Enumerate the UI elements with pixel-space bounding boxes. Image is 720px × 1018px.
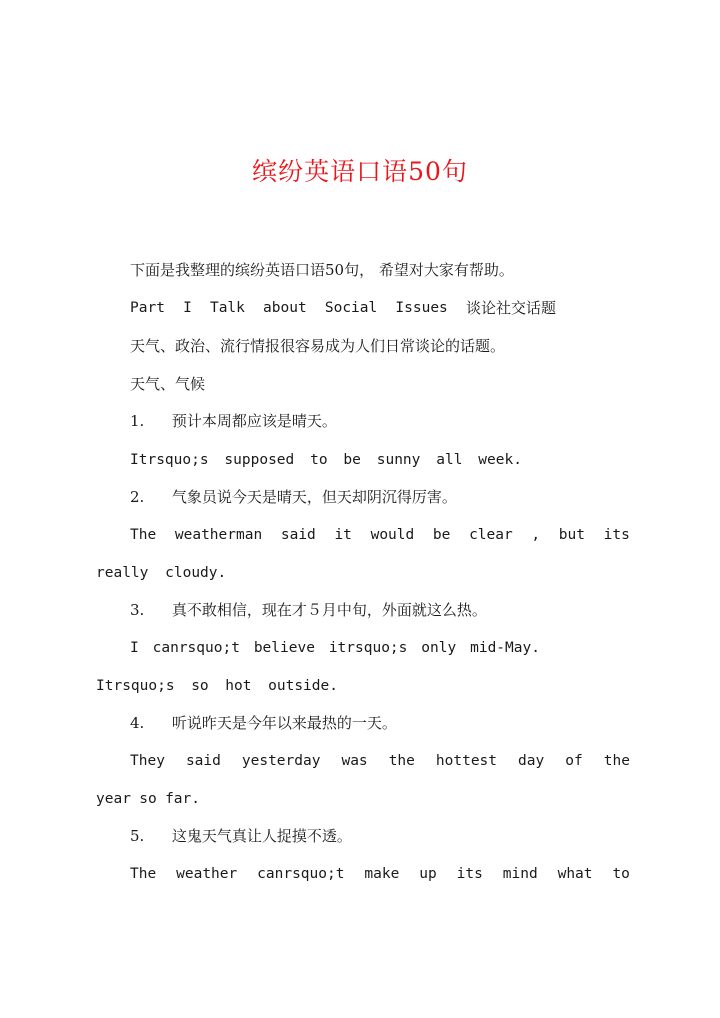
part-heading [130, 298, 556, 318]
item-en-line [130, 638, 540, 658]
en-word: week. [478, 452, 522, 468]
en-word: so [191, 678, 209, 694]
en-word: the [388, 753, 415, 769]
item-number: 4. [130, 714, 145, 732]
en-word: believe [253, 640, 315, 656]
en-word: Itrsquo;s [130, 452, 209, 468]
en-word: clear [469, 527, 513, 543]
item-number: 2. [130, 488, 145, 506]
en-word: I [130, 640, 139, 656]
item-cn-line [130, 713, 397, 733]
item-cn-line [130, 487, 457, 507]
en-word: They [130, 753, 165, 769]
item-number: 1. [130, 412, 145, 430]
item-cn-text: 气象员说今天是晴天，但天却阴沉得厉害。 [171, 488, 457, 506]
en-word: said [280, 527, 316, 543]
item-en-line [130, 751, 630, 771]
en-word: The [130, 866, 157, 882]
en-word: The [130, 527, 157, 543]
item-en-line-cont [96, 676, 338, 696]
en-word: of [565, 753, 583, 769]
en-word: Itrsquo;s [96, 678, 175, 694]
item-cn-text: 预计本周都应该是晴天。 [171, 412, 337, 430]
part-word: Talk [209, 300, 245, 316]
en-word: but [558, 527, 585, 543]
item-number: 3. [130, 601, 145, 619]
en-word: mid-May. [470, 640, 540, 656]
item-cn-text: 这鬼天气真让人捉摸不透。 [171, 827, 352, 845]
en-word: be [343, 452, 361, 468]
en-word: , [531, 527, 541, 543]
en-word: supposed [224, 452, 295, 468]
en-word: its [603, 527, 630, 543]
en-word: up [419, 866, 437, 882]
item-cn-text: 真不敢相信，现在才５月中旬，外面就这么热。 [171, 601, 487, 619]
part-word: Issues [395, 300, 448, 316]
en-word: weather [176, 866, 238, 882]
en-word: said [185, 753, 221, 769]
en-word: its [456, 866, 483, 882]
en-word: so [139, 791, 157, 807]
en-word: outside. [268, 678, 338, 694]
en-word: day [518, 753, 545, 769]
en-word: mind [502, 866, 538, 882]
item-en-line [130, 525, 630, 545]
en-word: year [96, 791, 131, 807]
en-word: was [341, 753, 368, 769]
item-en-line-cont [96, 789, 200, 809]
en-word: be [432, 527, 451, 543]
section-heading: 天气、气候 [130, 375, 206, 393]
en-word: all [436, 452, 463, 468]
item-number: 5. [130, 827, 145, 845]
en-word: really [96, 565, 149, 581]
item-en-line-cont [96, 563, 226, 583]
en-word: hottest [435, 753, 498, 769]
part-word: Part [130, 300, 165, 316]
en-word: make [364, 866, 400, 882]
en-word: only [421, 640, 457, 656]
item-en-line [130, 864, 630, 884]
en-word: cloudy. [165, 565, 227, 581]
en-word: the [603, 753, 630, 769]
intro-text: 下面是我整理的缤纷英语口语50句， 希望对大家有帮助。 [130, 261, 514, 279]
en-word: far. [165, 791, 200, 807]
part-word: I [183, 300, 192, 316]
item-en-line [130, 450, 522, 470]
item-cn-line [130, 600, 487, 620]
item-cn-text: 听说昨天是今年以来最热的一天。 [171, 714, 397, 732]
en-word: weatherman [174, 527, 263, 543]
en-word: would [370, 527, 415, 543]
document-title: 缤纷英语口语50句 [252, 157, 468, 186]
en-word: to [310, 452, 328, 468]
en-word: it [334, 527, 352, 543]
en-word: canrsquo;t [152, 640, 240, 656]
en-word: to [612, 866, 630, 882]
en-word: yesterday [241, 753, 321, 769]
en-word: what [557, 866, 593, 882]
en-word: hot [225, 678, 252, 694]
en-word: canrsquo;t [257, 866, 345, 882]
part-description: 天气、政治、流行情报很容易成为人们日常谈论的话题。 [130, 337, 506, 355]
part-word-cn: 谈论社交话题 [465, 299, 556, 317]
en-word: itrsquo;s [328, 640, 408, 656]
part-word: about [263, 300, 307, 316]
part-word: Social [324, 300, 378, 316]
en-word: sunny [376, 452, 421, 468]
item-cn-line [130, 411, 337, 431]
item-cn-line [130, 826, 352, 846]
